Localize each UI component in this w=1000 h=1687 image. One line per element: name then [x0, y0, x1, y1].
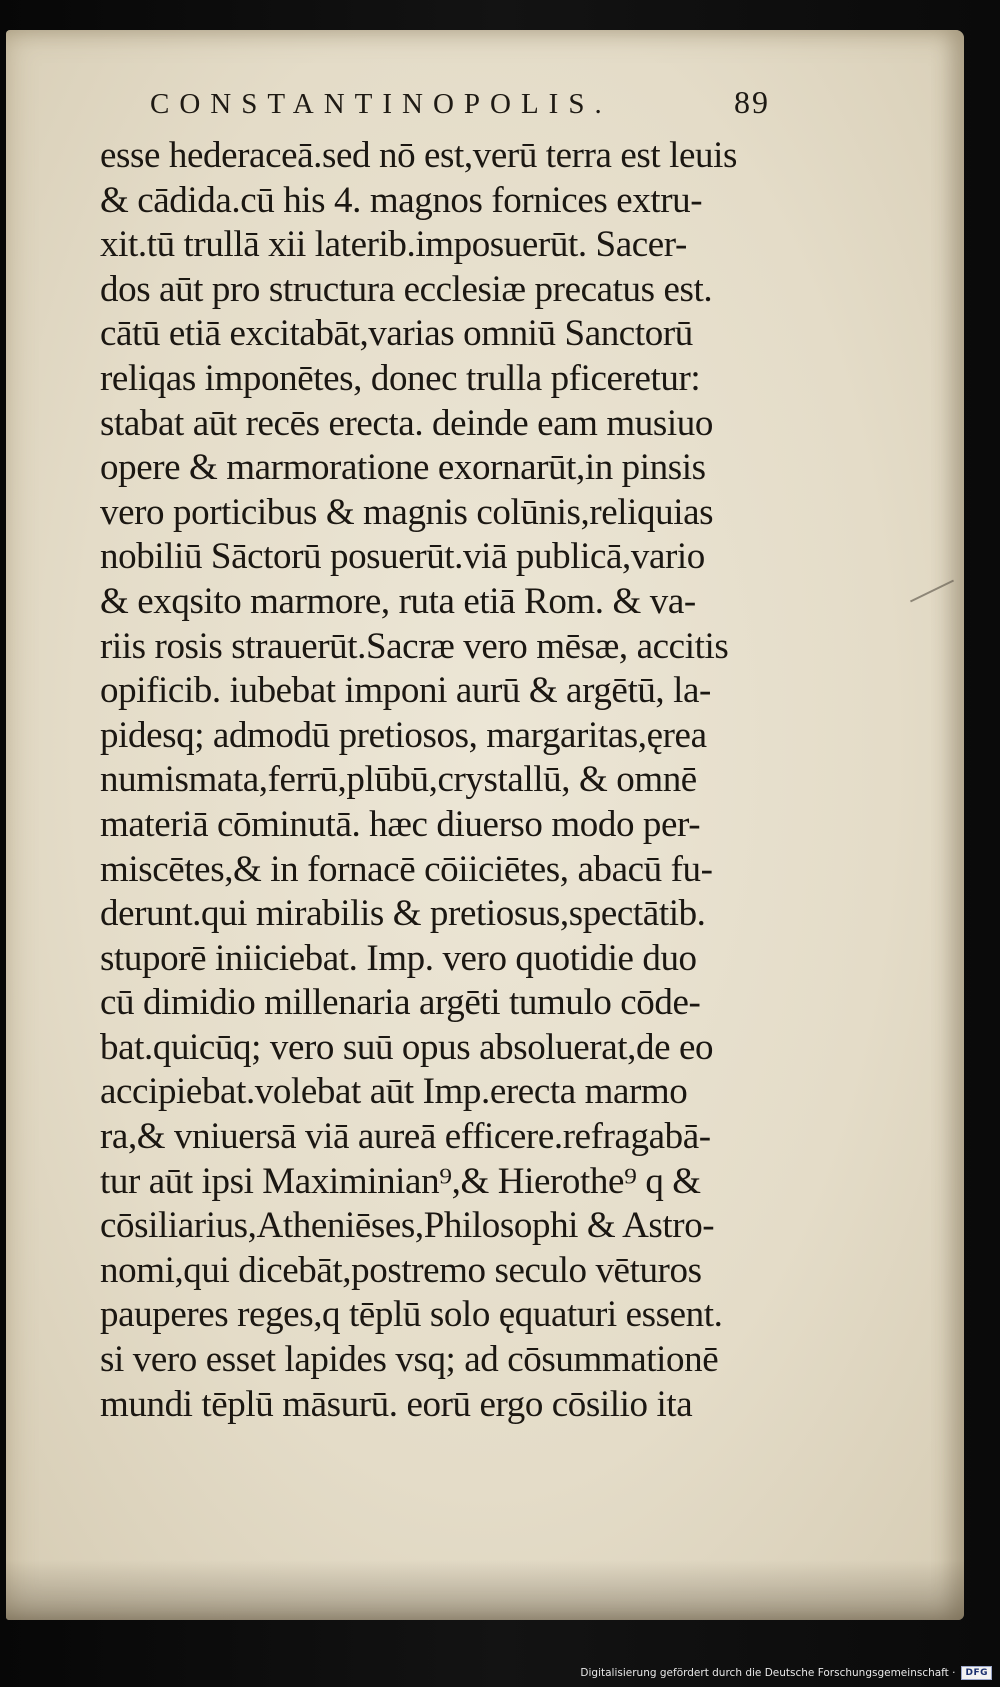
- text-line: materiā cōminutā. hæc diuerso modo per-: [100, 803, 701, 845]
- digitization-footer: [580, 1664, 992, 1682]
- text-line: & cādida.cū his 4. magnos fornices extru-: [100, 179, 703, 221]
- text-line: derunt.qui mirabilis & pretiosus,spectātib.: [100, 893, 706, 935]
- text-line: ra,& vniuersā viā aureā efficere.refragabā-: [100, 1116, 711, 1158]
- text-line: stabat aūt recēs erecta. deinde eam musiuo: [100, 402, 713, 444]
- text-line: bat.quicūq; vero suū opus absoluerat,de eo: [100, 1026, 714, 1068]
- text-line: dos aūt pro structura ecclesiæ precatus est.: [100, 268, 713, 310]
- text-line: pauperes reges,q tēplū solo ęquaturi essent.: [100, 1294, 723, 1336]
- text-line: mundi tēplū māsurū. eorū ergo cōsilio ita: [100, 1383, 693, 1425]
- text-line: si vero esset lapides vsq; ad cōsummationē: [100, 1339, 719, 1381]
- text-line: miscētes,& in fornacē cōiiciētes, abacū fu-: [100, 848, 713, 890]
- text-line: cū dimidio millenaria argēti tumulo cōde-: [100, 982, 701, 1024]
- text-line: pidesq; admodū pretiosos, margaritas,ęrea: [100, 714, 707, 756]
- funding-credit: Digitalisierung gefördert durch die Deutsche Forschungsgemeinschaft ·: [580, 1667, 956, 1679]
- text-line: & exqsito marmore, ruta etiā Rom. & va-: [100, 580, 696, 622]
- text-line: reliqas imponētes, donec trulla pficeretur:: [100, 357, 701, 399]
- dfg-logo: DFG: [961, 1666, 992, 1680]
- text-line: stuporē iniiciebat. Imp. vero quotidie duo: [100, 937, 697, 979]
- text-line: cātū etiā excitabāt,varias omniū Sanctorū: [100, 313, 693, 355]
- text-line: riis rosis strauerūt.Sacræ vero mēsæ, accitis: [100, 625, 729, 667]
- page-header: [150, 84, 770, 128]
- text-line: tur aūt ipsi Maximinian⁹,& Hierothe⁹ q &: [100, 1160, 701, 1202]
- text-line: opificib. iubebat imponi aurū & argētū, la-: [100, 670, 711, 712]
- text-line: numismata,ferrū,plūbū,crystallū, & omnē: [100, 759, 697, 801]
- text-line: nomi,qui dicebāt,postremo seculo vēturos: [100, 1249, 702, 1291]
- text-line: accipiebat.volebat aūt Imp.erecta marmo: [100, 1071, 688, 1113]
- page-edge-shadow: [6, 1560, 964, 1620]
- text-line: esse hederaceā.sed nō est,verū terra est leuis: [100, 135, 738, 176]
- text-line: vero porticibus & magnis colūnis,reliquias: [100, 491, 714, 533]
- text-line: cōsiliarius,Atheniēses,Philosophi & Astro-: [100, 1205, 715, 1247]
- text-line: nobiliū Sāctorū posuerūt.viā publicā,vario: [100, 536, 705, 578]
- text-block: [100, 134, 800, 1427]
- running-head: CONSTANTINOPOLIS.: [150, 88, 612, 120]
- text-line: opere & marmoratione exornarūt,in pinsis: [100, 447, 706, 489]
- page-number: 89: [734, 84, 770, 120]
- text-line: xit.tū trullā xii laterib.imposuerūt. Sacer-: [100, 224, 687, 266]
